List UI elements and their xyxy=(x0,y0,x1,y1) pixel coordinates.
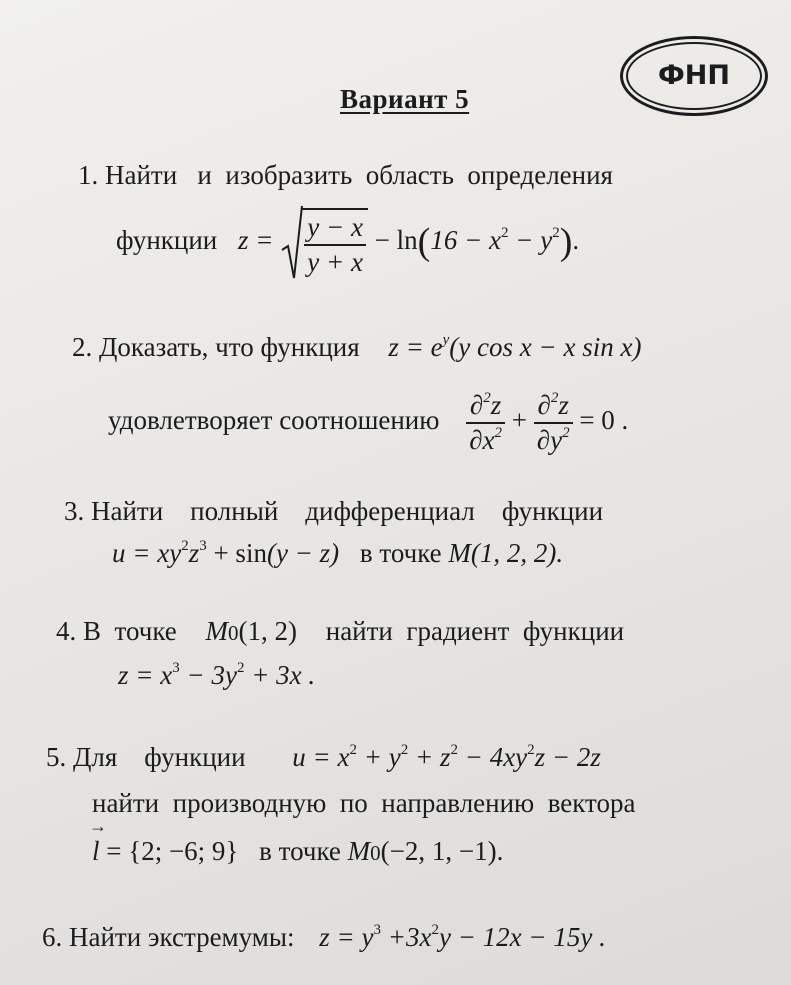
problem-5-vector: → l xyxy=(92,836,100,867)
frac2-num-sup: 2 xyxy=(550,390,559,406)
problem-1-line-1 xyxy=(78,160,613,191)
problem-2-line-2 xyxy=(108,390,628,456)
problem-6-f-b: +3x xyxy=(381,922,432,952)
problem-3-sup-2: 3 xyxy=(199,538,207,554)
problem-3-text: Найти полный дифференциал функции xyxy=(91,496,604,526)
problem-5-point-rest: (−2, 1, −1). xyxy=(380,836,504,866)
problem-1-functions-word: функции xyxy=(116,225,218,256)
problem-1-sqrt xyxy=(280,208,368,278)
problem-1-fraction xyxy=(304,212,366,278)
problem-5-sup-2: 2 xyxy=(400,742,409,758)
frac1-den: ∂x xyxy=(469,425,495,455)
problem-3-line-2 xyxy=(112,538,563,569)
problem-5-line-1 xyxy=(46,742,601,773)
frac2-z: z xyxy=(558,390,569,420)
frac1-den-sup: 2 xyxy=(494,425,503,441)
problem-2-relation-text: удовлетворяет соотношению xyxy=(108,405,440,436)
problem-5-text-a: Для функции xyxy=(73,742,246,772)
problem-5-text-b: найти производную по направлению вектора xyxy=(92,788,636,818)
problem-1-end: . xyxy=(572,225,580,256)
problem-1-numerator: y − x xyxy=(304,212,366,246)
problem-1-paren-open: ( xyxy=(417,221,431,264)
problem-1-arg: 16 − x xyxy=(430,225,502,256)
problem-5-f-c: + z xyxy=(408,742,451,772)
frac2-den: ∂y xyxy=(536,425,563,455)
problem-2-exponent: y xyxy=(442,332,450,348)
problem-2-formula-rest: (y cos x − x sin x) xyxy=(449,332,642,362)
problem-4-f-c: + 3x . xyxy=(244,660,316,690)
problem-2-formula: z = e xyxy=(388,332,443,362)
problem-3-f-c: + sin xyxy=(206,538,267,568)
problem-1-ln: − ln xyxy=(374,225,418,256)
problem-1-minus-y: − y xyxy=(508,225,553,256)
problem-5-f-e: z − 2z xyxy=(534,742,601,772)
problem-6-sup-2: 2 xyxy=(431,922,439,938)
problem-5-point-text: в точке xyxy=(259,836,341,866)
problem-2-line-1 xyxy=(72,332,641,363)
problem-2-number: 2. xyxy=(72,332,93,362)
problem-5-sup-4: 2 xyxy=(527,742,535,758)
problem-1-denominator: y + x xyxy=(307,247,363,277)
problem-5-line-3 xyxy=(92,836,503,867)
problem-5-line-2 xyxy=(92,788,635,819)
problem-5-sup-1: 2 xyxy=(349,742,358,758)
problem-3-line-1 xyxy=(64,496,603,527)
problem-1-text: Найти и изобразить область определения xyxy=(105,160,613,190)
problem-5-vector-value: = {2; −6; 9} xyxy=(99,836,239,866)
problem-2-plus: + xyxy=(511,405,527,436)
problem-4-f-b: − 3y xyxy=(179,660,237,690)
problem-1-sup-1: 2 xyxy=(501,225,509,242)
problem-4-text-b: найти градиент функции xyxy=(325,616,625,646)
problem-4-text-a: В точке xyxy=(83,616,177,646)
variant-title: Вариант 5 xyxy=(340,84,470,114)
problem-3-sup-1: 2 xyxy=(181,538,189,554)
problem-4-number: 4. xyxy=(56,616,77,646)
problem-2-text: Доказать, что функция xyxy=(99,332,360,362)
problem-6-sup-1: 3 xyxy=(373,922,381,938)
problem-1-sup-2: 2 xyxy=(552,225,560,242)
problem-2-fraction-2 xyxy=(534,390,573,456)
problem-6-f-c: y − 12x − 15y . xyxy=(438,922,606,952)
problem-2-rhs: = 0 . xyxy=(579,405,629,436)
problem-4-line-2 xyxy=(118,660,315,691)
problem-4-sup-1: 3 xyxy=(172,660,180,676)
problem-1-lhs: z = xyxy=(238,225,274,256)
problem-4-f-a: z = x xyxy=(118,660,173,690)
problem-6-line-1 xyxy=(42,922,606,953)
problem-5-point-sub: 0 xyxy=(370,841,381,865)
problem-4-point-rest: (1, 2) xyxy=(238,616,297,646)
problem-5-f-b: + y xyxy=(357,742,401,772)
problem-3-f-d: (y − z) xyxy=(266,538,340,568)
problem-4-sup-2: 2 xyxy=(236,660,245,676)
problem-5-f-a: u = x xyxy=(292,742,350,772)
problem-4-line-1 xyxy=(56,616,624,647)
frac2-partial: ∂ xyxy=(537,390,551,420)
frac2-den-sup: 2 xyxy=(562,425,570,441)
problem-5-point-m: M xyxy=(347,836,371,866)
problem-3-number: 3. xyxy=(64,496,85,526)
problem-2-fraction-1 xyxy=(466,390,505,456)
problem-6-text: Найти экстремумы: xyxy=(69,922,295,952)
fnp-logo xyxy=(620,36,768,116)
problem-6-number: 6. xyxy=(42,922,63,952)
problem-4-point-sub: 0 xyxy=(228,621,239,645)
problem-1-paren-close: ) xyxy=(559,221,573,264)
frac1-num-sup: 2 xyxy=(483,390,491,406)
problem-1-line-2 xyxy=(116,208,579,278)
problem-6-f-a: z = y xyxy=(319,922,374,952)
problem-1-number: 1. xyxy=(78,160,99,190)
problem-3-point: M(1, 2, 2). xyxy=(448,538,564,568)
problem-5-number: 5. xyxy=(46,742,67,772)
problem-5-sup-3: 2 xyxy=(450,742,458,758)
logo-text: ФНП xyxy=(658,60,730,91)
frac1-partial: ∂ xyxy=(469,390,484,420)
problem-3-f-a: u = xy xyxy=(112,538,182,568)
problem-3-f-b: z xyxy=(188,538,200,568)
problem-4-point-m: M xyxy=(205,616,229,646)
problem-5-f-d: − 4xy xyxy=(457,742,528,772)
problem-3-point-text: в точке xyxy=(359,538,442,568)
frac1-z: z xyxy=(490,390,502,420)
